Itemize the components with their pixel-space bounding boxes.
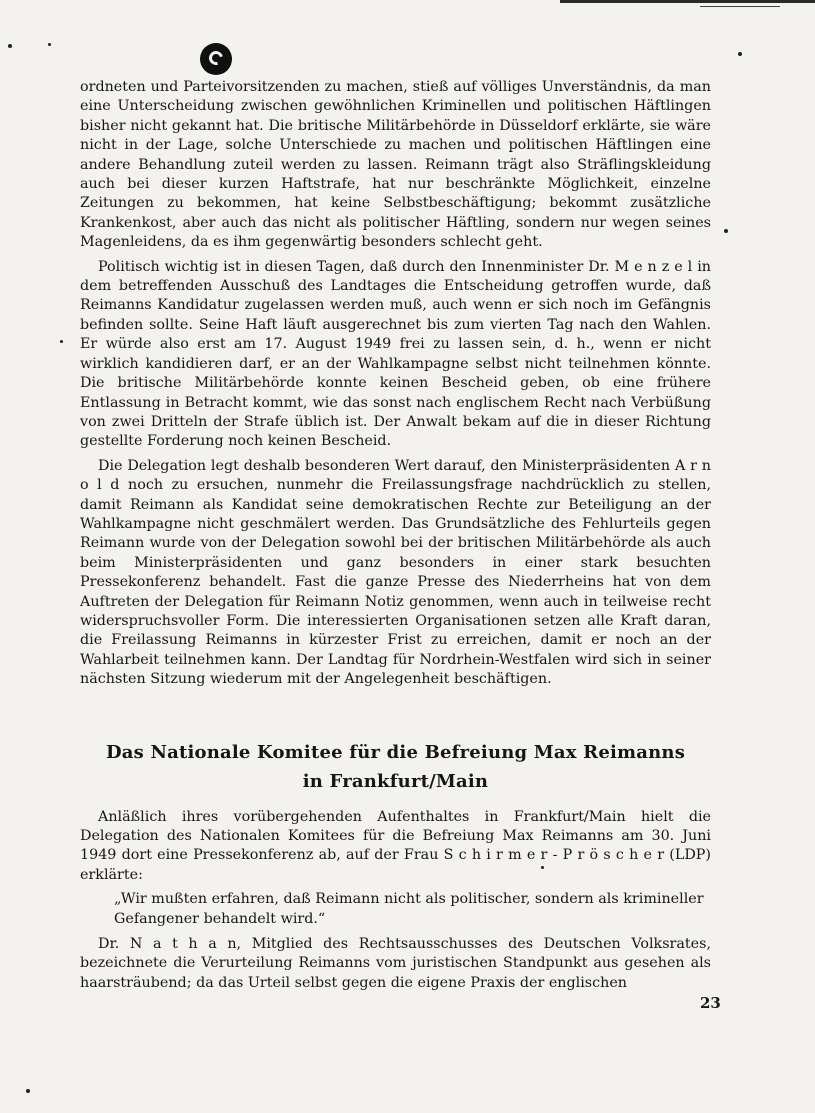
scan-speck: [724, 229, 728, 233]
paragraph-nathan: Dr. N a t h a n, Mitglied des Rechtsausschusses des Deutschen Volksrates, bezeichnete die Verurteilung Reimanns vom juristischen Standpunkt aus gesehen als haarsträubend; da das Urteil selbst gegen die eigene Praxis der englischen: [80, 936, 711, 991]
page-body: [80, 78, 711, 993]
paragraph-kandidatur: Politisch wichtig ist in diesen Tagen, daß durch den Innenminister Dr. M e n z e l in dem betreffenden Ausschuß des Landtages die Entscheidung getroffen wurde, daß Reimanns Kandidatur zugelassen werden muß, auch wenn er sich noch im Gefängnis befinden sollte. Seine Haft läuft ausgerechnet bis zum vierten Tag nach den Wahlen. Er würde also erst am 17. August 1949 frei zu lassen sein, d. h., wenn er nicht wirklich kandidieren darf, er an der Wahlkampagne selbst nicht teilnehmen könnte. Die britische Militärbehörde konnte keinen Bescheid geben, ob eine frühere Entlassung in Betracht kommt, wie das sonst nach englischem Recht nach Verbüßung von zwei Dritteln der Strafe üblich ist. Der Anwalt bekam auf die in dieser Richtung gestellte Forderung noch keinen Bescheid.: [80, 258, 711, 450]
quote-schirmer-proescher: „Wir mußten erfahren, daß Reimann nicht als politischer, sondern als krimineller Gefangener behandelt wird.“: [114, 891, 704, 927]
paragraph-haft-bedingungen: ordneten und Parteivorsitzenden zu machen, stieß auf völliges Unverständnis, da man eine Unterscheidung zwischen gewöhnlichen Kriminellen und politischen Häftlingen bisher nicht gekannt hat. Die britische Militärbehörde in Düsseldorf erklärte, sie wäre nicht in der Lage, solche Unterschiede zu machen und politischen Häftlingen eine andere Behandlung zuteil werden zu lassen. Reimann trägt also Sträflingskleidung auch bei dieser kurzen Haftstrafe, hat nur beschränkte Möglichkeit, einzelne Zeitungen zu bekommen, hat keine Selbstbeschäftigung; bekommt zusätzliche Krankenkost, aber auch das nicht als politischer Häftling, sondern nur wegen seines Magenleidens, da es ihm gegenwärtig besonders schlecht geht.: [80, 79, 711, 251]
top-rule-secondary: [700, 6, 780, 7]
section-heading-line-2: in Frankfurt/Main: [302, 770, 489, 792]
scan-speck: [8, 44, 12, 48]
paragraph-delegation: Die Delegation legt deshalb besonderen Wert darauf, den Ministerpräsidenten A r n o l d noch zu ersuchen, nunmehr die Freilassungsfrage nachdrücklich zu stellen, damit Reimann als Kandidat seine demokratischen Rechte zur Beteiligung an der Wahlkampagne nicht geschmälert werden. Das Grundsätzliche des Fehlurteils gegen Reimann wurde von der Delegation sowohl bei der britischen Militärbehörde als auch beim Ministerpräsidenten und ganz besonders in einer stark besuchten Pressekonferenz behandelt. Fast die ganze Presse des Niederrheins hat von dem Auftreten der Delegation für Reimann Notiz genommen, wenn auch in teilweise recht widerspruchsvoller Form. Die interessierten Organisationen setzen alle Kraft daran, die Freilassung Reimanns in kürzester Frist zu erreichen, damit er noch an der Wahlarbeit teilnehmen kann. Der Landtag für Nordrhein-Westfalen wird sich in seiner nächsten Sitzung wiederum mit der Angelegenheit beschäftigen.: [80, 457, 711, 688]
page-number: 23: [700, 994, 721, 1012]
top-rule: [560, 0, 815, 3]
section-heading-line-1: Das Nationale Komitee für die Befreiung Max Reimanns: [105, 741, 686, 763]
paragraph-frankfurt-intro: Anläßlich ihres vorübergehenden Aufenthaltes in Frankfurt/Main hielt die Delegation des Nationalen Komitees für die Befreiung Max Reimanns am 30. Juni 1949 dort eine Pressekonferenz ab, auf der Frau S c h i r m e r - P r ö s c h e r (LDP) erklärte:: [80, 808, 711, 883]
section-heading: [80, 738, 711, 796]
circular-stamp-icon: [200, 43, 232, 75]
scan-speck: [48, 43, 51, 46]
scan-speck: [60, 340, 63, 343]
scan-speck: [738, 52, 742, 56]
scan-speck: [26, 1089, 30, 1093]
